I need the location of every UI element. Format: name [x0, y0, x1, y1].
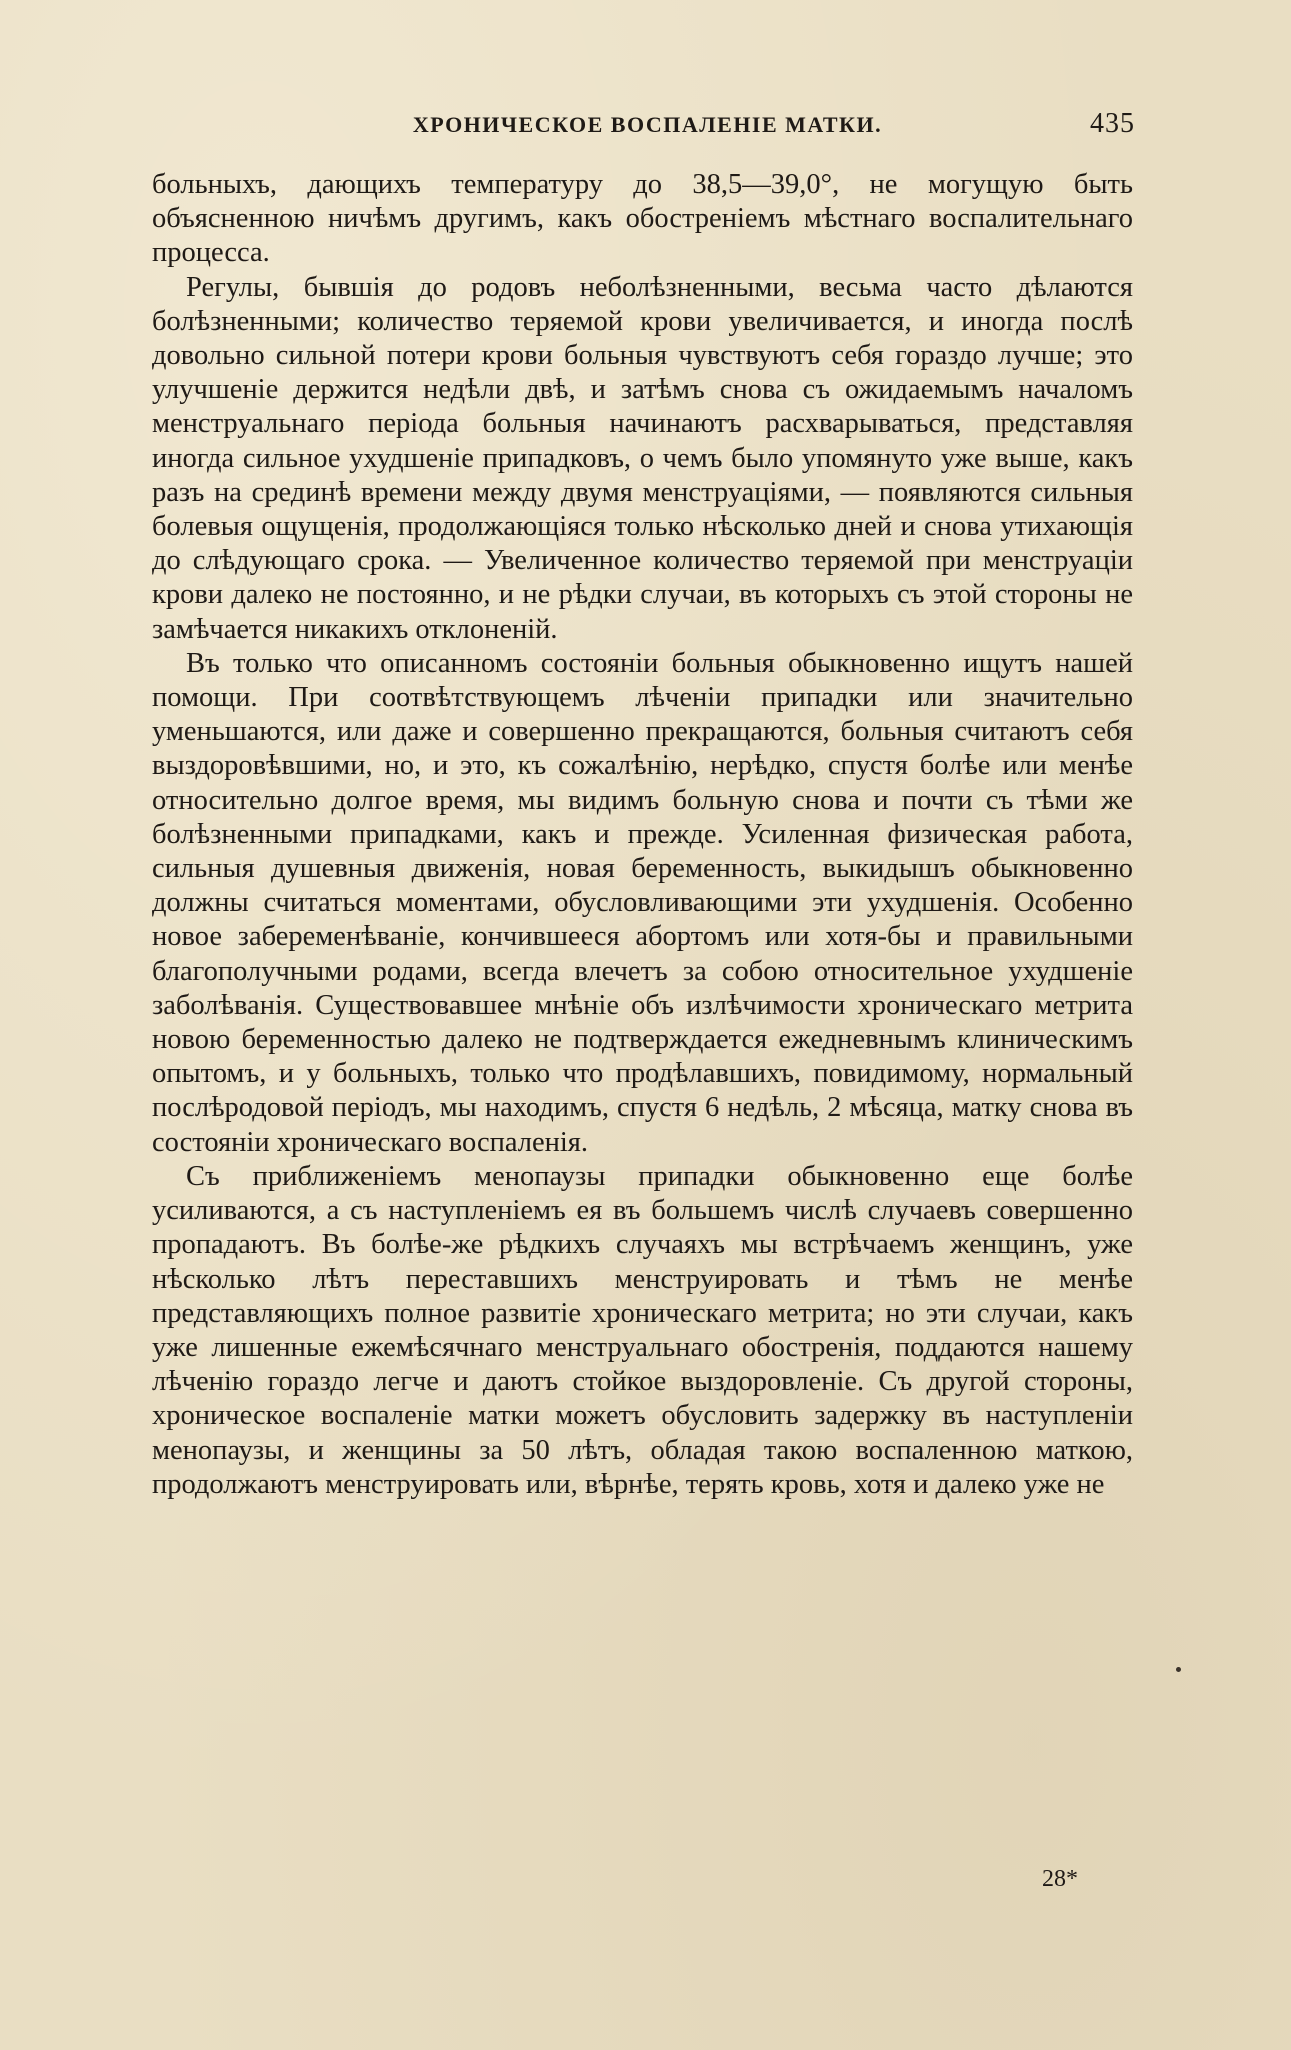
signature-mark: 28*: [1042, 1866, 1078, 1892]
margin-dot: [1176, 1667, 1181, 1672]
paragraph-continuation: больныхъ, дающихъ температуру до 38,5—39,0°, не могущую быть объясненною ничѣмъ другимъ, какъ обостреніемъ мѣстнаго воспалительнаго процесса.: [152, 169, 1133, 269]
running-title: ХРОНИЧЕСКОЕ ВОСПАЛЕНІЕ МАТКИ.: [412, 112, 883, 137]
paragraph-regulae: Регулы, бывшія до родовъ неболѣзненными, весьма часто дѣлаются болѣзненными; количество теряемой крови увеличивается, и иногда послѣ довольно сильной потери крови больныя чувствуютъ себя гораздо лучше; это улучшеніе держится недѣли двѣ, и затѣмъ снова съ ожидаемымъ началомъ менструальнаго періода больныя начинаютъ расхварываться, представляя иногда сильное ухудшеніе припадковъ, о чемъ было упомянуто уже выше, какъ разъ на срединѣ времени между двумя менструаціями, — появляются сильныя болевыя ощущенія, продолжающіяся только нѣсколько дней и снова утихающія до слѣдующаго срока. — Увеличенное количество теряемой при менструаціи крови далеко не постоянно, и не рѣдки случаи, въ которыхъ съ этой стороны не замѣчается никакихъ отклоненій.: [152, 271, 1133, 645]
body-text: [152, 168, 1133, 1502]
page-header: [160, 108, 1135, 152]
paragraph-treatment: Въ только что описанномъ состояніи больныя обыкновенно ищутъ нашей помощи. При соотвѣтствующемъ лѣченіи припадки или значительно уменьшаются, или даже и совершенно прекращаются, больныя считаютъ себя выздоровѣвшими, но, и это, къ сожалѣнію, нерѣдко, спустя болѣе или менѣе относительно долгое время, мы видимъ больную снова и почти съ тѣми же болѣзненными припадками, какъ и прежде. Усиленная физическая работа, сильныя душевныя движенія, новая беременность, выкидышъ обыкновенно должны считаться моментами, обусловливающими эти ухудшенія. Особенно новое забеременѣваніе, кончившееся абортомъ или хотя-бы и правильными благополучными родами, всегда влечетъ за собою относительное ухудшеніе заболѣванія. Существовавшее мнѣніе объ излѣчимости хроническаго метрита новою беременностью далеко не подтверждается ежедневнымъ клиническимъ опытомъ, и у больныхъ, только что продѣлавшихъ, повидимому, нормальный послѣродовой періодъ, мы находимъ, спустя 6 недѣль, 2 мѣсяца, матку снова въ состояніи хроническаго воспаленія.: [152, 647, 1133, 1158]
paragraph-menopause: Съ приближеніемъ менопаузы припадки обыкновенно еще болѣе усиливаются, а съ наступленіемъ ея въ большемъ числѣ случаевъ совершенно пропадаютъ. Въ болѣе-же рѣдкихъ случаяхъ мы встрѣчаемъ женщинъ, уже нѣсколько лѣтъ переставшихъ менструировать и тѣмъ не менѣе представляющихъ полное развитіе хроническаго метрита; но эти случаи, какъ уже лишенные ежемѣсячнаго менструальнаго обостренія, поддаются нашему лѣченію гораздо легче и даютъ стойкое выздоровленіе. Съ другой стороны, хроническое воспаленіе матки можетъ обусловить задержку въ наступленіи менопаузы, и женщины за 50 лѣтъ, обладая такою воспаленною маткою, продолжаютъ менструировать или, вѣрнѣе, терять кровь, хотя и далеко уже не: [152, 1160, 1133, 1500]
page-number: 435: [1090, 108, 1135, 139]
